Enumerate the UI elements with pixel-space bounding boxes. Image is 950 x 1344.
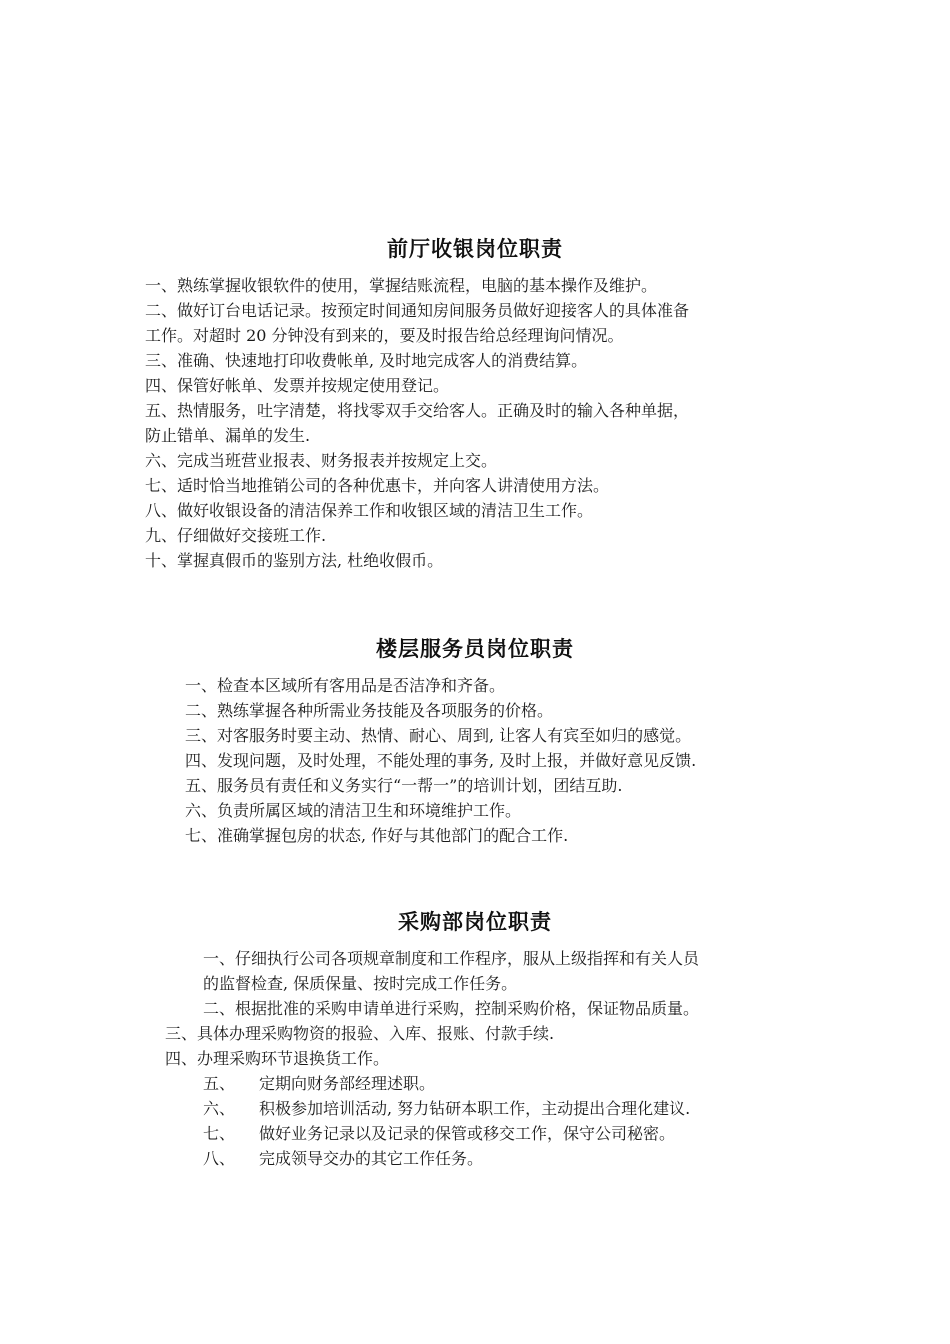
attendant-duty-3: 三、对客服务时要主动、热情、耐心、周到, 让客人有宾至如归的感觉。 [185, 726, 692, 745]
purchasing-duty-5 [203, 1072, 435, 1096]
section-title-floor-attendant: 楼层服务员岗位职责 [376, 636, 574, 661]
cashier-duty-6: 六、完成当班营业报表、财务报表并按规定上交。 [145, 451, 498, 470]
cashier-duty-5-cont: 防止错单、漏单的发生. [145, 426, 311, 445]
purchasing-duty-5-text: 定期向财务部经理述职。 [259, 1074, 436, 1093]
cashier-duty-7: 七、适时恰当地推销公司的各种优惠卡，并向客人讲清使用方法。 [145, 476, 610, 495]
purchasing-duty-4: 四、办理采购环节退换货工作。 [165, 1049, 390, 1068]
attendant-duty-7: 七、准确掌握包房的状态, 作好与其他部门的配合工作. [185, 826, 569, 845]
purchasing-duty-5-number: 五、 [203, 1074, 236, 1093]
purchasing-duty-8-number: 八、 [203, 1149, 236, 1168]
purchasing-duty-7 [203, 1122, 675, 1146]
section-title-cashier: 前厅收银岗位职责 [387, 236, 563, 261]
attendant-duty-2: 二、熟练掌握各种所需业务技能及各项服务的价格。 [185, 701, 554, 720]
cashier-duty-1: 一、熟练掌握收银软件的使用，掌握结账流程，电脑的基本操作及维护。 [145, 276, 658, 295]
purchasing-duty-7-text: 做好业务记录以及记录的保管或移交工作，保守公司秘密。 [259, 1124, 676, 1143]
attendant-duty-5: 五、服务员有责任和义务实行“一帮一”的培训计划，团结互助. [185, 776, 623, 795]
cashier-duty-4: 四、保管好帐单、发票并按规定使用登记。 [145, 376, 450, 395]
cashier-duty-2: 二、做好订台电话记录。按预定时间通知房间服务员做好迎接客人的具体准备 [145, 301, 690, 320]
purchasing-duty-1-cont: 的监督检查, 保质保量、按时完成工作任务。 [203, 974, 518, 993]
purchasing-duty-2: 二、根据批准的采购申请单进行采购，控制采购价格，保证物品质量。 [203, 999, 700, 1018]
purchasing-duty-6-text: 积极参加培训活动, 努力钻研本职工作，主动提出合理化建议. [259, 1099, 691, 1118]
cashier-duty-3: 三、准确、快速地打印收费帐单, 及时地完成客人的消费结算。 [145, 351, 588, 370]
purchasing-duty-8 [203, 1147, 483, 1171]
cashier-duty-10: 十、掌握真假币的鉴别方法, 杜绝收假币。 [145, 551, 444, 570]
section-title-purchasing: 采购部岗位职责 [398, 909, 552, 934]
purchasing-duty-7-number: 七、 [203, 1124, 236, 1143]
purchasing-duty-8-text: 完成领导交办的其它工作任务。 [259, 1149, 484, 1168]
cashier-duty-5: 五、热情服务，吐字清楚，将找零双手交给客人。正确及时的输入各种单据， [145, 401, 690, 420]
attendant-duty-1: 一、检查本区域所有客用品是否洁净和齐备。 [185, 676, 506, 695]
purchasing-duty-1: 一、仔细执行公司各项规章制度和工作程序，服从上级指挥和有关人员 [203, 949, 700, 968]
attendant-duty-4: 四、发现问题，及时处理，不能处理的事务, 及时上报，并做好意见反馈. [185, 751, 697, 770]
purchasing-duty-6-number: 六、 [203, 1099, 236, 1118]
attendant-duty-6: 六、负责所属区域的清洁卫生和环境维护工作。 [185, 801, 522, 820]
cashier-duty-8: 八、做好收银设备的清洁保养工作和收银区域的清洁卫生工作。 [145, 501, 594, 520]
purchasing-duty-3: 三、具体办理采购物资的报验、入库、报账、付款手续. [165, 1024, 555, 1043]
cashier-duty-9: 九、仔细做好交接班工作. [145, 526, 327, 545]
purchasing-duty-6 [203, 1097, 690, 1121]
cashier-duty-2-cont: 工作。对超时 20 分钟没有到来的，要及时报告给总经理询问情况。 [145, 326, 624, 345]
